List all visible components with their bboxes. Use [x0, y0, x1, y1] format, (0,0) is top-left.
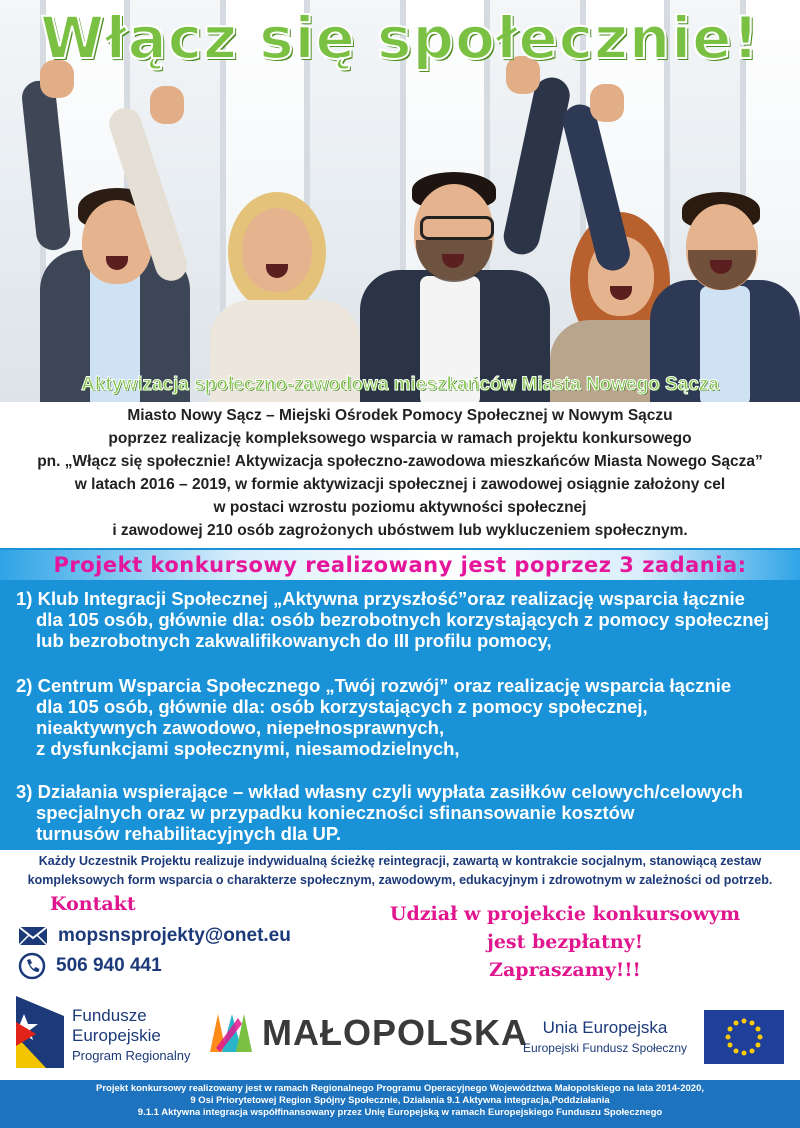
person-figure: [590, 80, 800, 402]
participation-text: [330, 900, 800, 984]
malopolska-logo-text: MAŁOPOLSKA: [262, 1012, 528, 1053]
task-line: specjalnych oraz w przypadku konieczności sfinansowanie kosztów: [36, 802, 635, 823]
task-item: [16, 781, 786, 844]
note-line: Każdy Uczestnik Projektu realizuje indywidualną ścieżkę reintegracji, zawartą w kontrakcie socjalnym, stanowiącą zestaw: [38, 854, 762, 868]
fundusze-europejskie-logo: [16, 996, 64, 1068]
task-item: [16, 588, 786, 651]
intro-line: poprzez realizację kompleksowego wsparcia w ramach projektu konkursowego: [108, 430, 692, 447]
page-subtitle: Aktywizacja społeczno-zawodowa mieszkańców Miasta Nowego Sącza: [81, 374, 719, 395]
contact-phone-row[interactable]: [18, 952, 162, 980]
phone-icon: [18, 952, 46, 980]
footer-line: Projekt konkursowy realizowany jest w ramach Regionalnego Programu Operacyjnego Województwa Małopolskiego na lata 2014-2020,: [95, 1083, 704, 1094]
participant-note: [10, 852, 790, 890]
unia-europejska-text: [510, 1018, 700, 1055]
ue-line: Europejski Fundusz Społeczny: [522, 1041, 688, 1055]
fe-line: Europejskie: [72, 1026, 161, 1045]
contact-email[interactable]: mopsnsprojekty@onet.eu: [58, 925, 291, 946]
task-item: [16, 675, 786, 759]
footer-line: 9.1.1 Aktywna integracja współfinansowany przez Unię Europejską w ramach Europejskiego Funduszu Społecznego: [137, 1107, 663, 1118]
envelope-icon: [18, 926, 48, 946]
intro-line: w latach 2016 – 2019, w formie aktywizacji społecznej i zawodowej osiągnie założony cel: [74, 476, 726, 493]
footer-text: [0, 1083, 800, 1119]
fundusze-europejskie-text: [72, 1006, 191, 1066]
fe-line: Fundusze: [72, 1006, 147, 1025]
intro-text: [20, 404, 780, 542]
task-line: turnusów rehabilitacyjnych dla UP.: [36, 823, 341, 844]
contact-phone[interactable]: 506 940 441: [56, 955, 162, 976]
contact-email-row[interactable]: [18, 922, 291, 950]
task-line: dla 105 osób, głównie dla: osób korzystających z pomocy społecznej,: [36, 696, 648, 717]
participation-line: Udział w projekcie konkursowym: [389, 903, 741, 925]
task-line: 3) Działania wspierające – wkład własny czyli wypłata zasiłków celowych/celowych: [16, 781, 743, 802]
footer-line: 9 Osi Priorytetowej Region Spójny Społecznie, Działania 9.1 Aktywna integracja,Poddziałania: [190, 1095, 610, 1106]
page-title: Włącz się społecznie!: [40, 4, 760, 72]
participation-line: Zapraszamy!!!: [489, 959, 641, 981]
task-line: nieaktywnych zawodowo, niepełnosprawnych,: [36, 717, 445, 738]
task-line: z dysfunkcjami społecznymi, niesamodzielnych,: [36, 738, 460, 759]
eu-flag-icon: [704, 1010, 784, 1064]
note-line: kompleksowych form wsparcia o charakterze społecznym, zawodowym, edukacyjnym i zdrowotnym w zależności od potrzeb.: [27, 873, 773, 887]
task-line: 1) Klub Integracji Społecznej „Aktywna przyszłość”oraz realizację wsparcia łącznie: [16, 588, 745, 609]
intro-line: w postaci wzrostu poziomu aktywności społecznej: [213, 499, 587, 516]
ue-line: Unia Europejska: [542, 1018, 668, 1037]
malopolska-logo-mark: [208, 1010, 260, 1054]
person-figure: [150, 80, 370, 402]
contact-heading: Kontakt: [50, 893, 136, 915]
task-line: 2) Centrum Wsparcia Społecznego „Twój rozwój” oraz realizację wsparcia łącznie: [16, 675, 732, 696]
intro-line: pn. „Włącz się społecznie! Aktywizacja społeczno-zawodowa mieszkańców Miasta Nowego Sącza”: [37, 453, 763, 470]
task-line: lub bezrobotnych zakwalifikowanych do III profilu pomocy,: [36, 630, 552, 651]
intro-line: i zawodowej 210 osób zagrożonych ubóstwem lub wykluczeniem społecznym.: [112, 522, 688, 539]
tasks-header: Projekt konkursowy realizowany jest poprzez 3 zadania:: [53, 553, 747, 577]
participation-line: jest bezpłatny!: [486, 931, 644, 953]
task-line: dla 105 osób, głównie dla: osób bezrobotnych korzystających z pomocy społecznej: [36, 609, 769, 630]
fe-line: Program Regionalny: [72, 1048, 191, 1063]
intro-line: Miasto Nowy Sącz – Miejski Ośrodek Pomocy Społecznej w Nowym Sączu: [127, 407, 673, 424]
